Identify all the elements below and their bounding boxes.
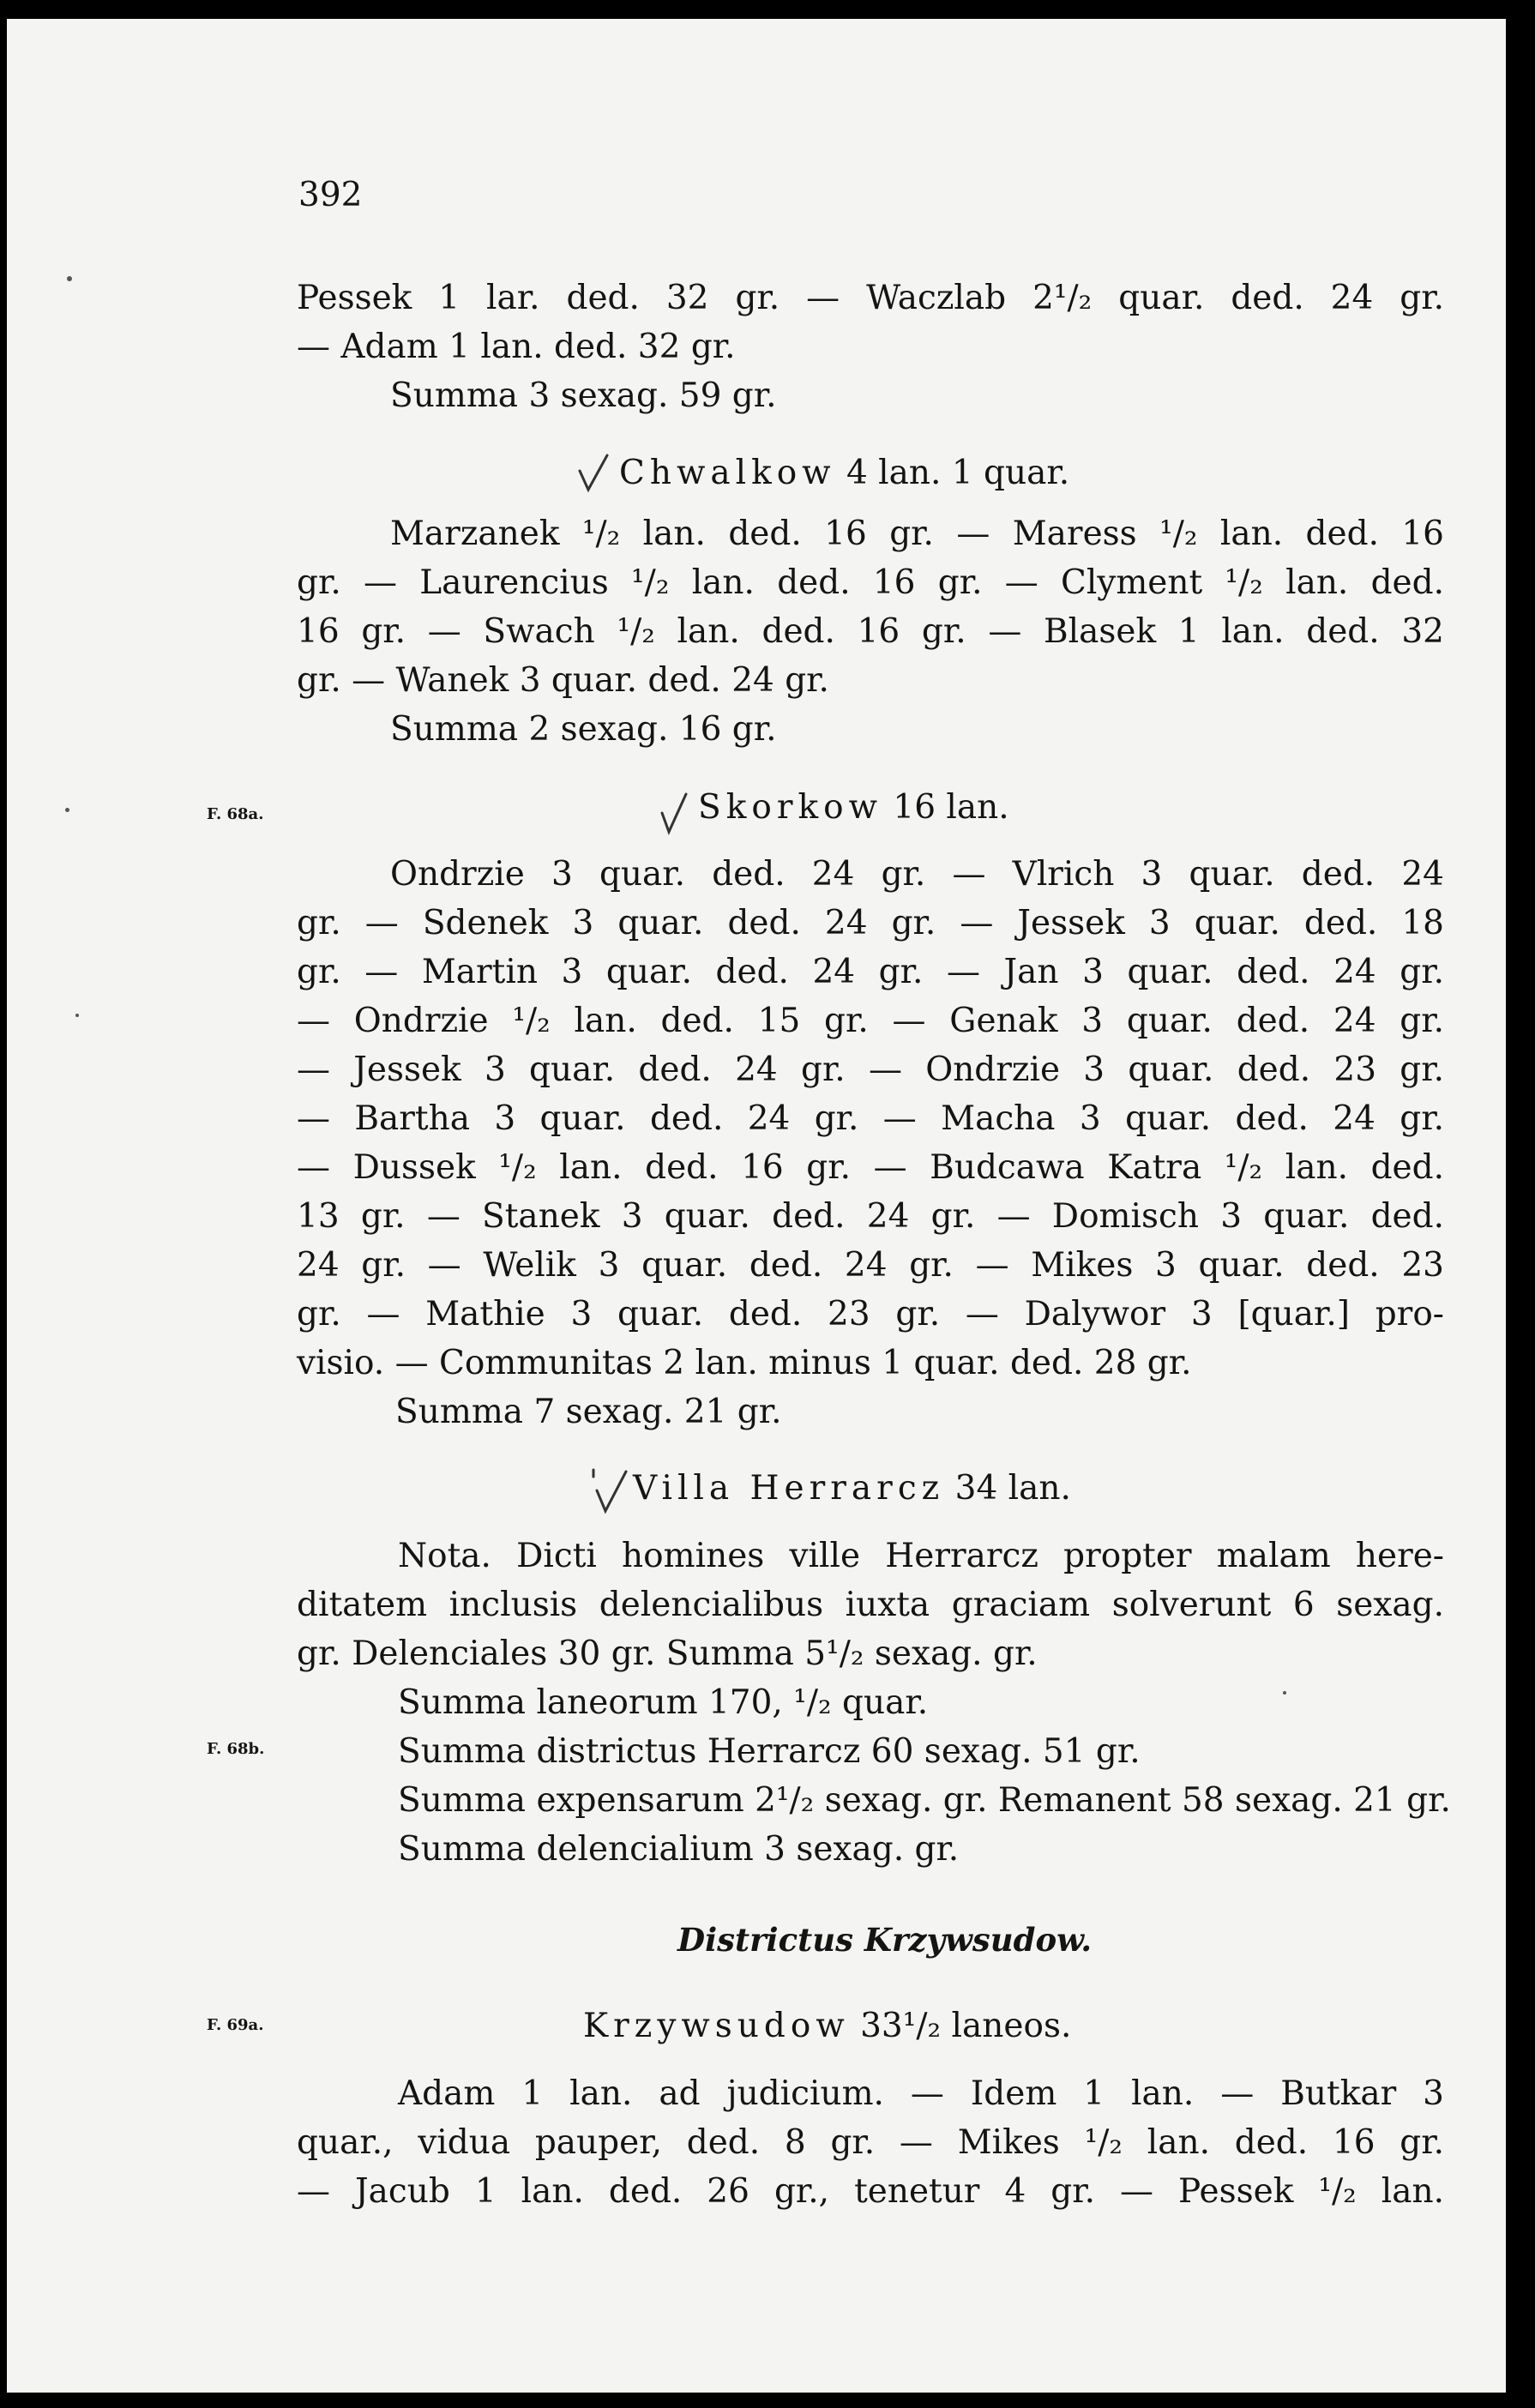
text-line: — Adam 1 lan. ded. 32 gr.	[297, 328, 736, 366]
scanned-page	[7, 19, 1506, 2393]
text-line: 16 gr. — Swach ¹/₂ lan. ded. 16 gr. — Blasek 1 lan. ded. 32	[297, 612, 1444, 651]
text-line: gr. — Wanek 3 quar. ded. 24 gr.	[297, 661, 829, 700]
village-name: Chwalkow	[619, 454, 836, 492]
page-number: 392	[298, 176, 363, 214]
village-name: Villa Herrarcz	[633, 1469, 945, 1508]
village-heading	[633, 1465, 1071, 1513]
text-line: — Dussek ¹/₂ lan. ded. 16 gr. — Budcawa Katra ¹/₂ lan. ded.	[297, 1148, 1444, 1187]
summa-line: Summa delencialium 3 sexag. gr.	[398, 1830, 960, 1869]
text-line: gr. Delenciales 30 gr. Summa 5¹/₂ sexag. gr.	[297, 1634, 1038, 1673]
village-name: Skorkow	[698, 788, 882, 827]
district-title: Districtus Krzywsudow.	[677, 1921, 1093, 1959]
village-size: 16 lan.	[893, 788, 1009, 827]
summa-line: Summa 2 sexag. 16 gr.	[390, 710, 777, 749]
village-name: Krzywsudow	[583, 2007, 850, 2045]
checkmark-icon	[590, 1466, 629, 1516]
text-line: visio. — Communitas 2 lan. minus 1 quar. ded. 28 gr.	[297, 1344, 1192, 1382]
summa-line: Summa laneorum 170, ¹/₂ quar.	[398, 1683, 929, 1722]
text-line: Nota. Dicti homines ville Herrarcz propter malam here-	[398, 1537, 1444, 1575]
margin-note: F. 69a.	[207, 2016, 264, 2034]
text-line: — Bartha 3 quar. ded. 24 gr. — Macha 3 quar. ded. 24 gr.	[297, 1099, 1444, 1138]
summa-line: Summa districtus Herrarcz 60 sexag. 51 gr.	[398, 1732, 1141, 1771]
scan-speck	[1283, 1691, 1286, 1695]
text-line: Adam 1 lan. ad judicium. — Idem 1 lan. — Butkar 3	[398, 2074, 1444, 2113]
text-line: 13 gr. — Stanek 3 quar. ded. 24 gr. — Domisch 3 quar. ded.	[297, 1197, 1444, 1236]
text-line: ditatem inclusis delencialibus iuxta graciam solverunt 6 sexag.	[297, 1586, 1444, 1624]
village-heading	[698, 784, 1009, 832]
text-line: Marzanek ¹/₂ lan. ded. 16 gr. — Maress ¹/₂ lan. ded. 16	[390, 515, 1444, 553]
text-line: Pessek 1 lar. ded. 32 gr. — Waczlab 2¹/₂ quar. ded. 24 gr.	[297, 279, 1444, 317]
village-size: 33¹/₂ laneos.	[860, 2007, 1072, 2045]
margin-note: F. 68a.	[207, 805, 264, 823]
summa-line: Summa 7 sexag. 21 gr.	[395, 1393, 782, 1431]
summa-line: Summa 3 sexag. 59 gr.	[390, 376, 777, 415]
village-size: 34 lan.	[954, 1469, 1071, 1508]
text-line: gr. — Sdenek 3 quar. ded. 24 gr. — Jessek 3 quar. ded. 18	[297, 904, 1444, 942]
text-line: Ondrzie 3 quar. ded. 24 gr. — Vlrich 3 quar. ded. 24	[390, 855, 1444, 894]
page-text	[7, 19, 1506, 2393]
margin-note: F. 68b.	[207, 1740, 265, 1758]
text-line: quar., vidua pauper, ded. 8 gr. — Mikes ¹/₂ lan. ded. 16 gr.	[297, 2123, 1444, 2162]
text-line: — Ondrzie ¹/₂ lan. ded. 15 gr. — Genak 3 quar. ded. 24 gr.	[297, 1002, 1444, 1040]
village-heading	[619, 449, 1069, 497]
text-line: 24 gr. — Welik 3 quar. ded. 24 gr. — Mikes 3 quar. ded. 23	[297, 1246, 1444, 1285]
text-line: — Jacub 1 lan. ded. 26 gr., tenetur 4 gr. — Pessek ¹/₂ lan.	[297, 2172, 1444, 2211]
village-heading	[583, 2002, 1071, 2050]
checkmark-icon	[576, 452, 611, 495]
text-line: gr. — Laurencius ¹/₂ lan. ded. 16 gr. — Clyment ¹/₂ lan. ded.	[297, 563, 1444, 602]
scan-speck	[75, 1014, 79, 1017]
checkmark-icon	[657, 791, 691, 837]
text-line: gr. — Martin 3 quar. ded. 24 gr. — Jan 3 quar. ded. 24 gr.	[297, 953, 1444, 991]
village-size: 4 lan. 1 quar.	[846, 454, 1070, 492]
summa-line: Summa expensarum 2¹/₂ sexag. gr. Remanent 58 sexag. 21 gr.	[398, 1781, 1451, 1820]
text-line: gr. — Mathie 3 quar. ded. 23 gr. — Dalywor 3 [quar.] pro-	[297, 1295, 1444, 1333]
scan-speck	[65, 808, 69, 812]
text-line: — Jessek 3 quar. ded. 24 gr. — Ondrzie 3 quar. ded. 23 gr.	[297, 1050, 1444, 1089]
scan-speck	[67, 276, 72, 281]
